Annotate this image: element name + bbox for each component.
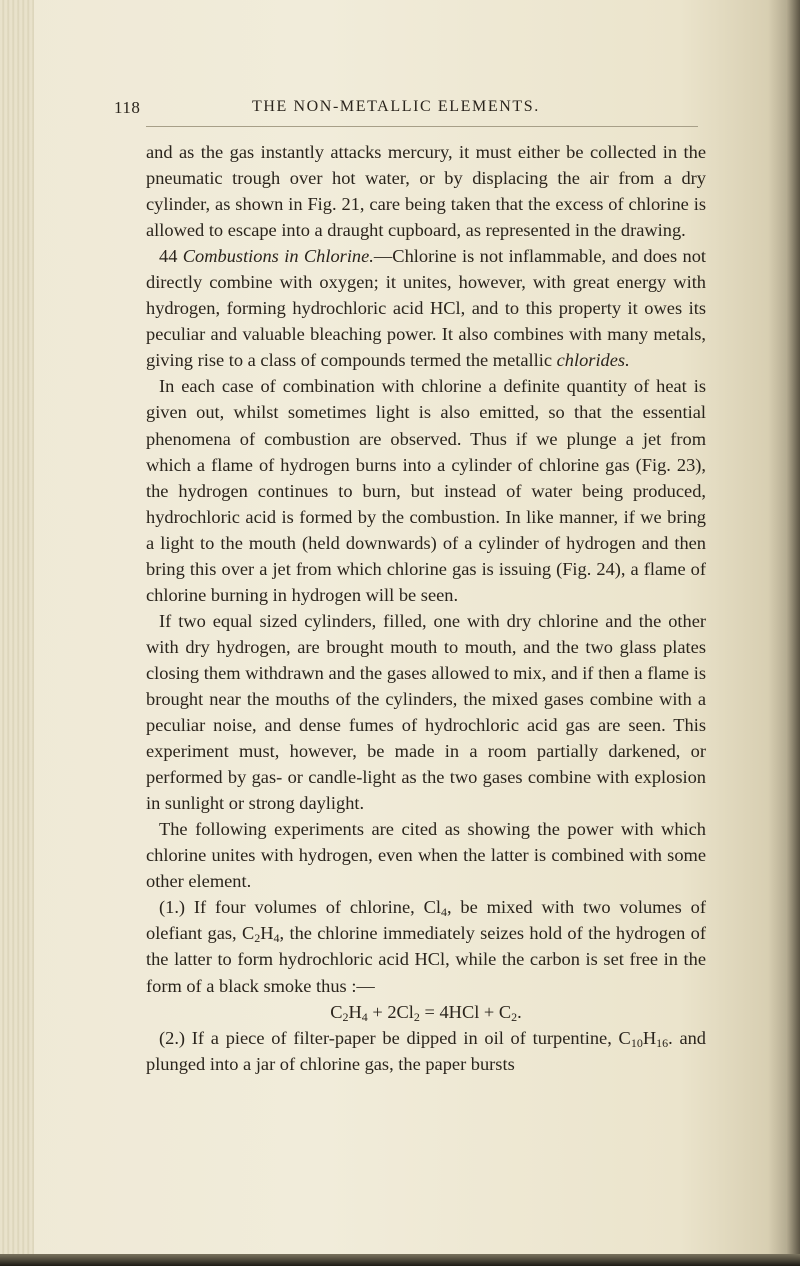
paragraph-experiments: The following experiments are cited as showing the power with which chlorine unites with hydrogen, even when the latter is combined with some other element. <box>146 819 706 892</box>
paragraph-turpentine: (2.) If a piece of filter-paper be dipped in oil of turpentine, $C_{10}H_{16}$. and plunged into a jar of chlorine gas, the paper bursts <box>146 1027 706 1074</box>
chemical-equation: $C_2H_4 + 2Cl_2 = 4HCl + C_2$. <box>330 1001 522 1024</box>
paragraph-combustions: 44 Combustions in Chlorine.—Chlorine is not inflammable, and does not directly combine with oxygen; it unites, however, with great energy with hydrogen, forming hydrochloric acid HCl, and to this property it owes its peculiar and valuable bleaching power. It also combines with many metals, giving rise to a class of compounds termed the metallic chlorides. <box>146 246 707 371</box>
page-gutter-edge <box>0 0 34 1266</box>
body-text <box>146 139 706 1077</box>
page-right-shadow <box>786 0 800 1266</box>
section-number: 44 <box>159 246 178 267</box>
header-rule <box>146 126 698 127</box>
paragraph-cylinders: If two equal sized cylinders, filled, one with dry chlorine and the other with dry hydrogen, are brought mouth to mouth, and the two glass plates closing them withdrawn and the gases allowed to mix, and if then a flame is brought near the mouths of the cylinders, the mixed gases combine with a peculiar noise, and dense fumes of hydrochloric acid gas are seen. This experiment must, however, be made in a room partially darkened, or performed by gas- or candle-light as the two gases combine with explosion in sunlight or strong daylight. <box>146 610 706 814</box>
paragraph-continuation: and as the gas instantly attacks mercury, it must either be collected in the pneumatic trough over hot water, or by displacing the air from a dry cylinder, as shown in Fig. 21, care being taken that the excess of chlorine is allowed to escape into a draught cupboard, as represented in the drawing. <box>146 142 706 241</box>
page-bottom-shadow <box>0 1254 800 1266</box>
section-heading: Combustions in Chlorine. <box>182 246 374 267</box>
paragraph-heat: In each case of combination with chlorine a definite quantity of heat is given out, whilst sometimes light is also emitted, so that the essential phenomena of combustion are observed. Thus if we plunge a jet from which a flame of hydrogen burns into a cylinder of chlorine gas (Fig. 23), the hydrogen continues to burn, but instead of water being produced, hydrochloric acid is formed by the combustion. In like manner, if we bring a light to the mouth (held downwards) of a cylinder of hydrogen and then bring this over a jet from which chlorine gas is issuing (Fig. 24), a flame of chlorine burning in hydrogen will be seen. <box>146 376 706 605</box>
paragraph-olefiant: (1.) If four volumes of chlorine, $Cl_4$, be mixed with two volumes of olefiant gas, $C_2H_4$, the chlorine immediately seizes hold of the hydrogen of the latter to form hydrochloric acid HCl, while the carbon is set free in the form of a black smoke thus :— <box>146 897 706 996</box>
running-header <box>114 98 714 122</box>
running-title: THE NON-METALLIC ELEMENTS. <box>252 98 540 115</box>
page-number: 118 <box>114 98 141 117</box>
